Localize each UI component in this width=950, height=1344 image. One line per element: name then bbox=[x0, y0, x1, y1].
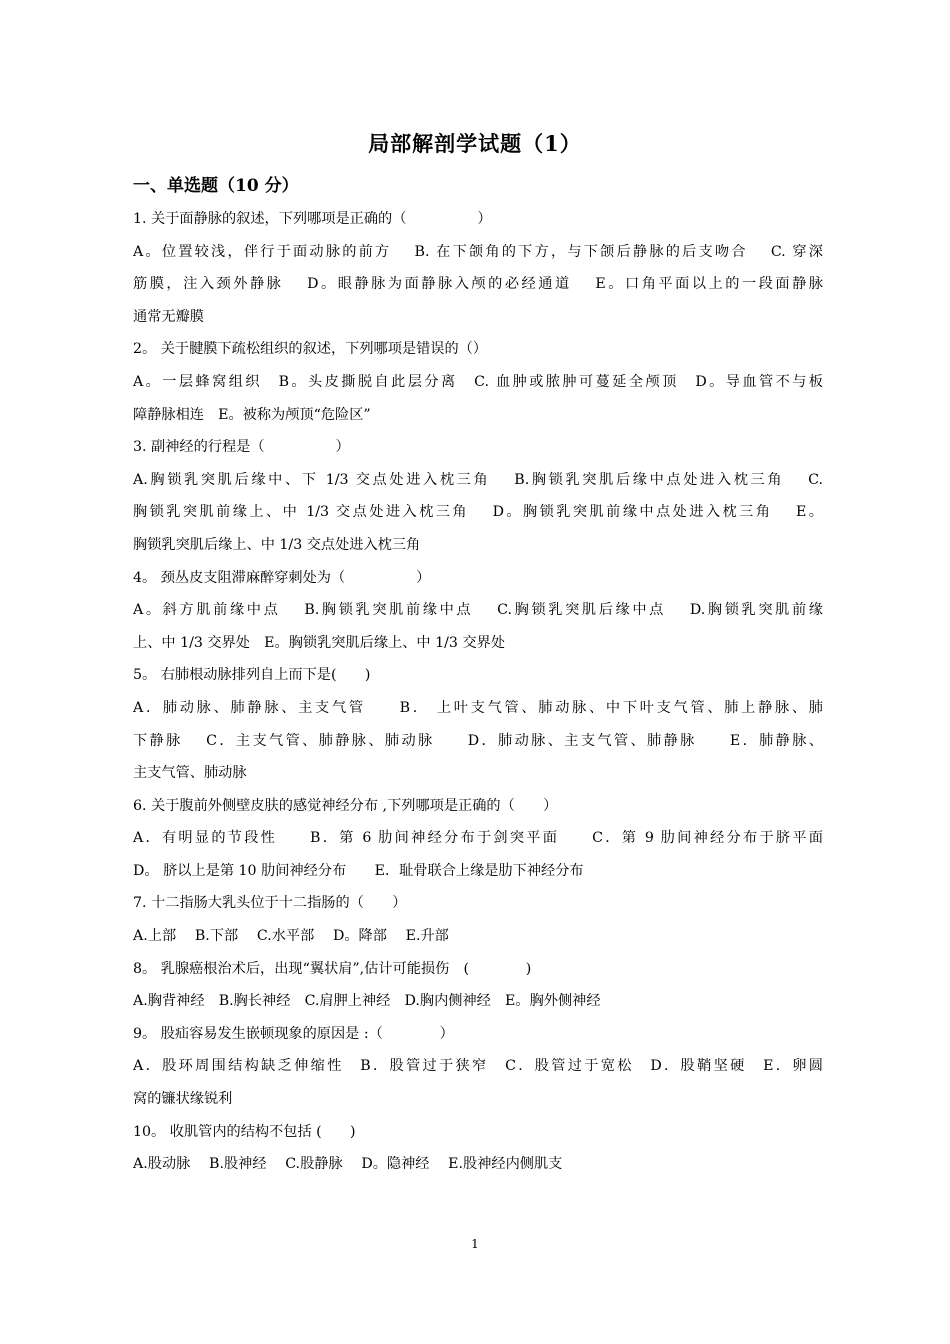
text-line: 窝的镰状缘锐利 bbox=[133, 1091, 233, 1108]
text-line: 7. 十二指肠大乳头位于十二指肠的（ ） bbox=[133, 895, 407, 912]
page-number: 1 bbox=[471, 1237, 479, 1251]
text-line: 4。 颈丛皮支阻滞麻醉穿刺处为（ ） bbox=[133, 569, 431, 586]
text-line: 3. 副神经的行程是（ ） bbox=[133, 439, 350, 456]
text-line: 下静脉 C．主支气管、肺静脉、肺动脉 D．肺动脉、主支气管、肺静脉 E．肺静脉、 bbox=[133, 732, 823, 749]
text-line: 1. 关于面静脉的叙述，下列哪项是正确的（ ） bbox=[133, 211, 492, 227]
text-line: 10。 收肌管内的结构不包括 ( ) bbox=[133, 1123, 356, 1140]
text-line: A．肺动脉、肺静脉、主支气管 B． 上叶支气管、肺动脉、中下叶支气管、肺上静脉、肺 bbox=[133, 699, 823, 716]
document-title: 局部解剖学试题（1） bbox=[368, 131, 582, 156]
text-line: D。 脐以上是第 10 肋间神经分布 E．耻骨联合上缘是肋下神经分布 bbox=[133, 862, 584, 879]
text-line: A。斜方肌前缘中点 B.胸锁乳突肌前缘中点 C.胸锁乳突肌后缘中点 D.胸锁乳突肌前缘 bbox=[133, 602, 823, 619]
text-line: 上、中 1/3 交界处 E。胸锁乳突肌后缘上、中 1/3 交界处 bbox=[133, 634, 506, 651]
text-line: 5。 右肺根动脉排列自上而下是( ) bbox=[133, 667, 371, 684]
text-line: A.上部 B.下部 C.水平部 D。降部 E.升部 bbox=[133, 928, 449, 945]
text-line: A.胸锁乳突肌后缘中、下 1/3 交点处进入枕三角 B.胸锁乳突肌后缘中点处进入枕三角 C. bbox=[133, 471, 823, 488]
text-line: A。一层蜂窝组织 B。头皮撕脱自此层分离 C. 血肿或脓肿可蔓延全颅顶 D。导血管不与板 bbox=[133, 373, 823, 390]
text-line: A。位置较浅，伴行于面动脉的前方 B. 在下颌角的下方，与下颌后静脉的后支吻合 C. 穿深 bbox=[133, 243, 823, 260]
text-line: A.胸背神经 B.胸长神经 C.肩胛上神经 D.胸内侧神经 E。胸外侧神经 bbox=[133, 993, 601, 1010]
question-list bbox=[133, 203, 823, 1181]
text-line: A.股动脉 B.股神经 C.股静脉 D。隐神经 E.股神经内侧肌支 bbox=[133, 1156, 563, 1173]
text-line: A．股环周围结构缺乏伸缩性 B．股管过于狭窄 C．股管过于宽松 D．股鞘坚硬 E．卵圆 bbox=[133, 1058, 823, 1075]
text-line: 主支气管、肺动脉 bbox=[133, 765, 247, 782]
text-line: 6. 关于腹前外侧壁皮肤的感觉神经分布 ,下列哪项是正确的（ ） bbox=[133, 797, 558, 814]
text-line: 通常无瓣膜 bbox=[133, 308, 204, 325]
section-heading: 一、单选题（10 分） bbox=[133, 176, 299, 196]
text-line: 2。 关于腱膜下疏松组织的叙述，下列哪项是错误的（） bbox=[133, 341, 488, 358]
text-line: 障静脉相连 E。被称为颅顶“危险区” bbox=[133, 406, 371, 423]
text-line: A．有明显的节段性 B．第 6 肋间神经分布于剑突平面 C．第 9 肋间神经分布于脐平面 bbox=[133, 830, 823, 847]
text-line: 胸锁乳突肌后缘上、中 1/3 交点处进入枕三角 bbox=[133, 536, 421, 553]
text-line: 9。 股疝容易发生嵌顿现象的原因是 :（ ） bbox=[133, 1025, 454, 1042]
text-line: 8。 乳腺癌根治术后，出现“翼状肩”,估计可能损伤 ( ) bbox=[133, 960, 532, 977]
text-line: 筋膜，注入颈外静脉 D。眼静脉为面静脉入颅的必经通道 E。口角平面以上的一段面静脉 bbox=[133, 276, 823, 293]
text-line: 胸锁乳突肌前缘上、中 1/3 交点处进入枕三角 D。胸锁乳突肌前缘中点处进入枕三角 E。 bbox=[133, 504, 823, 521]
